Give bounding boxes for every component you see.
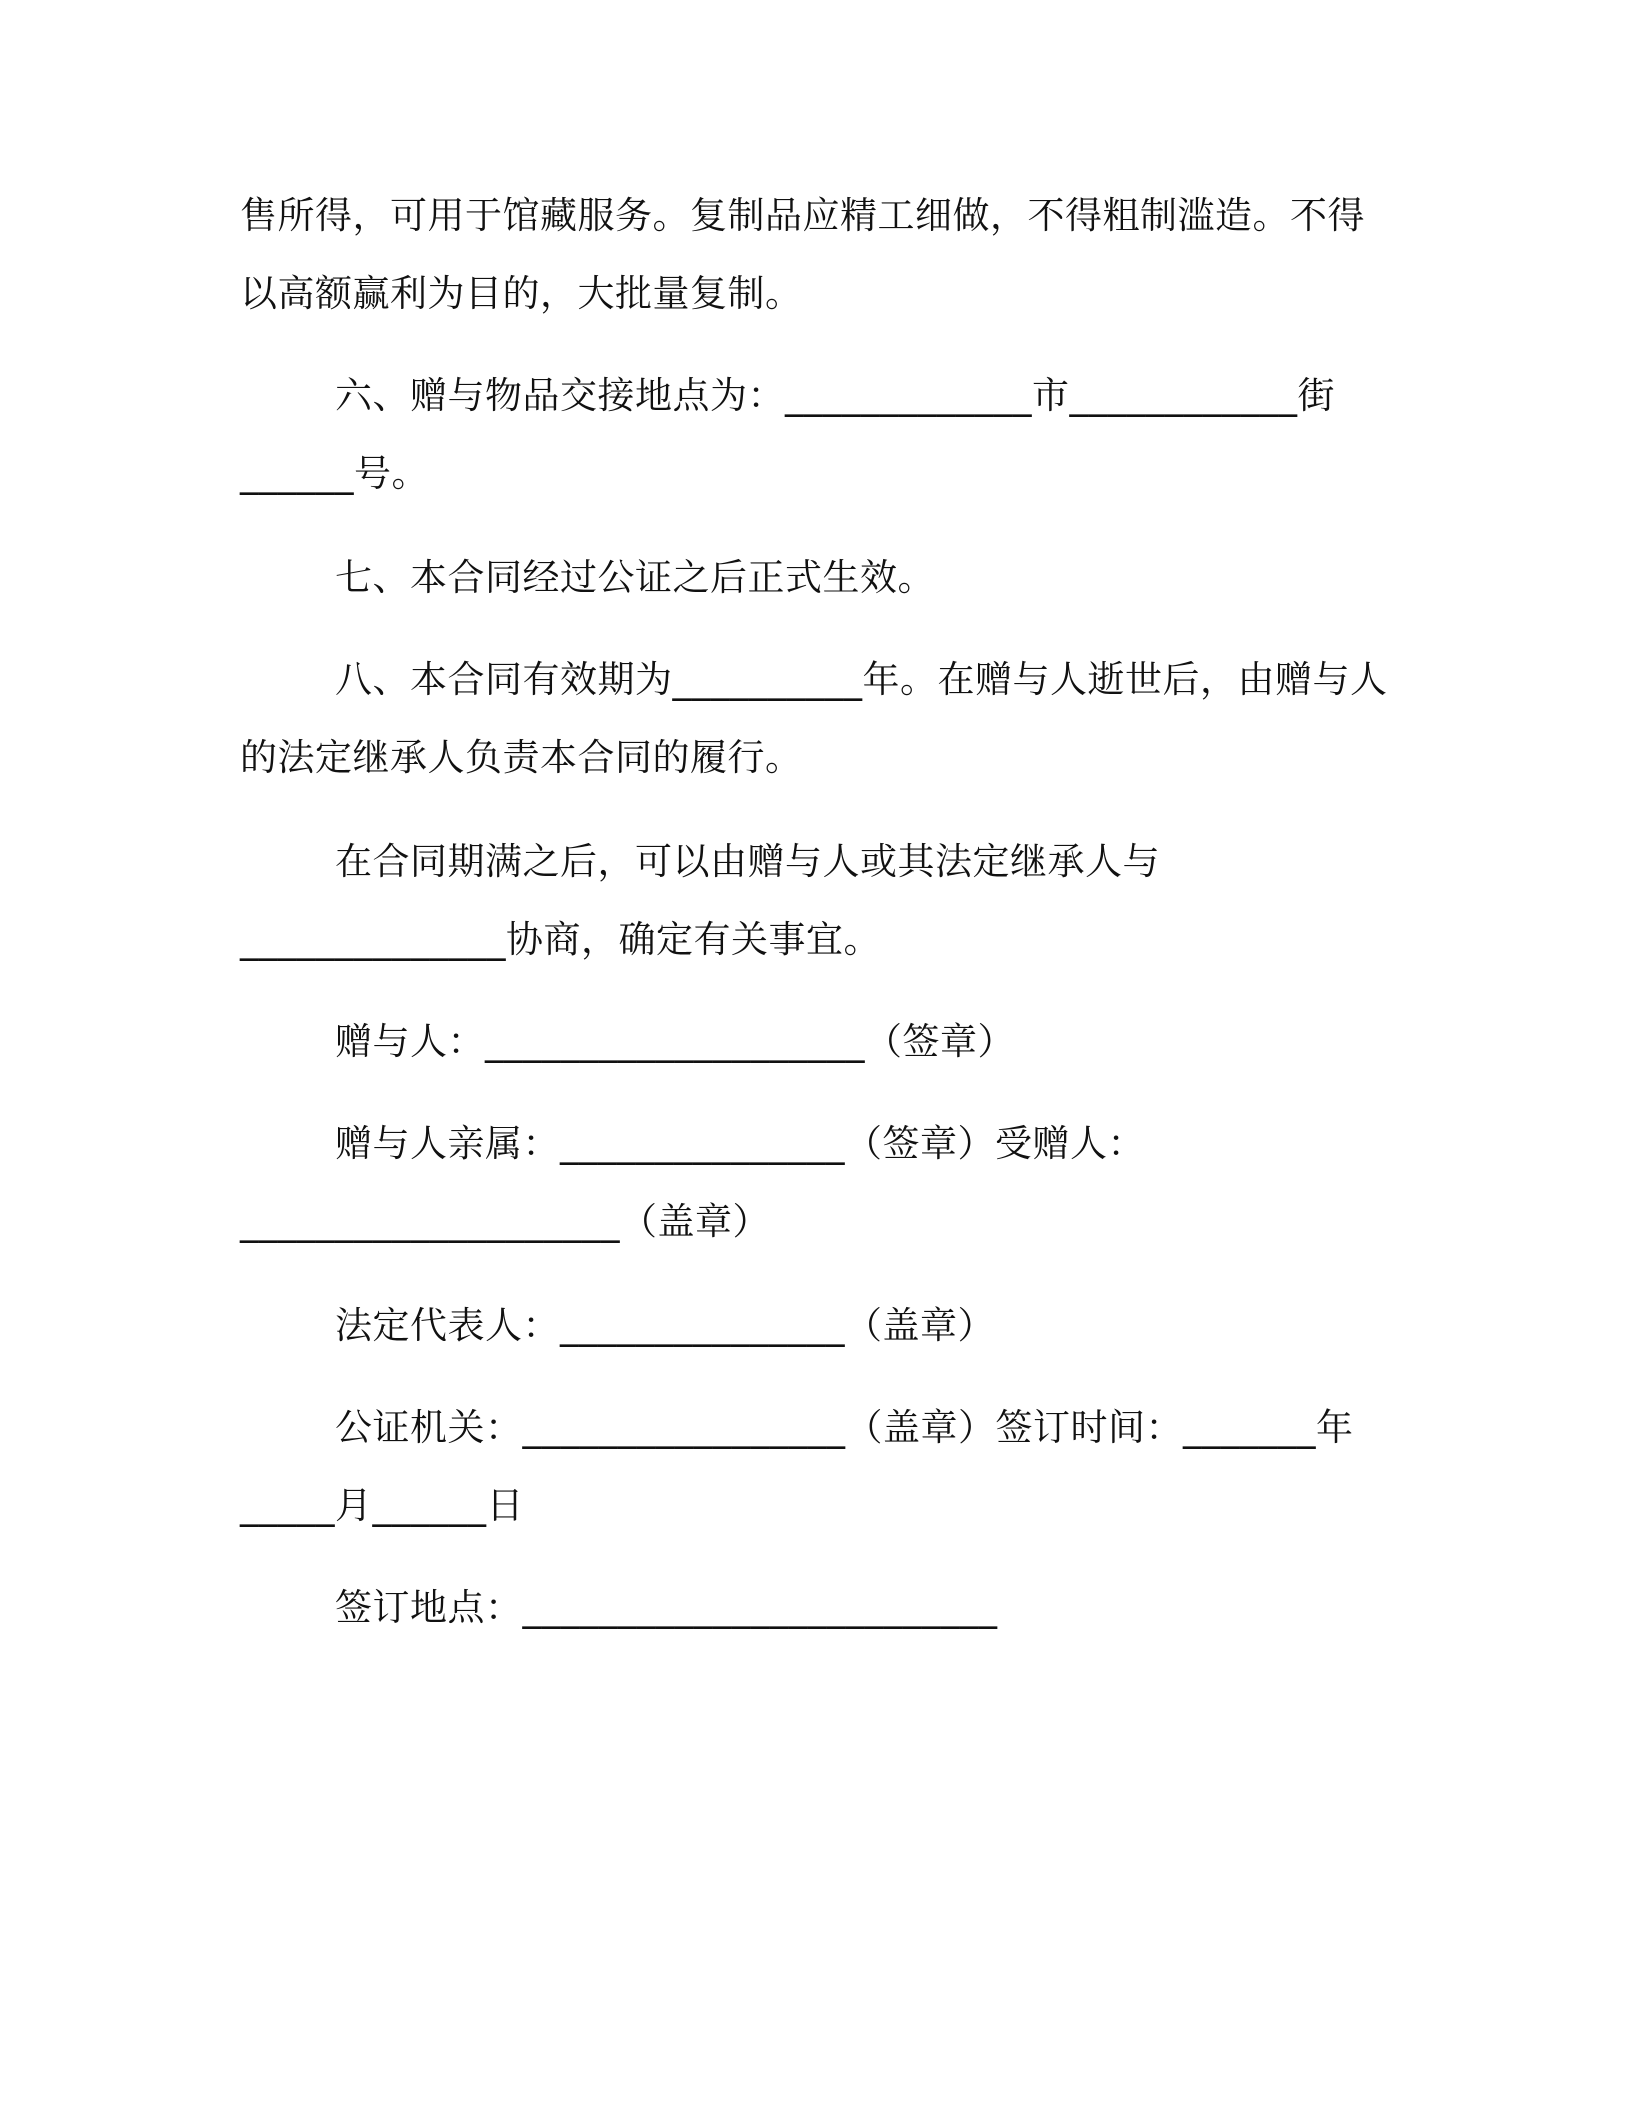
paragraph-line: 售所得，可用于馆藏服务。复制品应精工细做，不得粗制滥造。不得 xyxy=(240,194,1365,237)
legal-representative-line: 法定代表人：_______________（盖章） xyxy=(335,1304,995,1347)
clause-six-line: 六、赠与物品交接地点为：_____________市____________街 xyxy=(335,374,1335,417)
notary-and-date-line: 公证机关：_________________（盖章）签订时间：_______年 xyxy=(335,1406,1354,1449)
paragraph-line: 以高额赢利为目的，大批量复制。 xyxy=(240,272,803,315)
clause-eight-line: 八、本合同有效期为__________年。在赠与人逝世后，由赠与人 xyxy=(335,658,1388,701)
date-line: _____月______日 xyxy=(240,1484,524,1527)
recipient-seal-line: ____________________（盖章） xyxy=(240,1200,770,1243)
clause-seven-line: 七、本合同经过公证之后正式生效。 xyxy=(335,556,935,599)
clause-eight-line: 的法定继承人负责本合同的履行。 xyxy=(240,736,803,779)
donor-signature-line: 赠与人：____________________（签章） xyxy=(335,1020,1015,1063)
donor-relative-signature-line: 赠与人亲属：_______________（签章）受赠人： xyxy=(335,1122,1145,1165)
expiry-line: ______________协商，确定有关事宜。 xyxy=(240,918,881,961)
clause-six-line: ______号。 xyxy=(240,452,429,495)
signing-place-line: 签订地点：_________________________ xyxy=(335,1586,998,1629)
expiry-line: 在合同期满之后，可以由赠与人或其法定继承人与 xyxy=(335,840,1160,883)
